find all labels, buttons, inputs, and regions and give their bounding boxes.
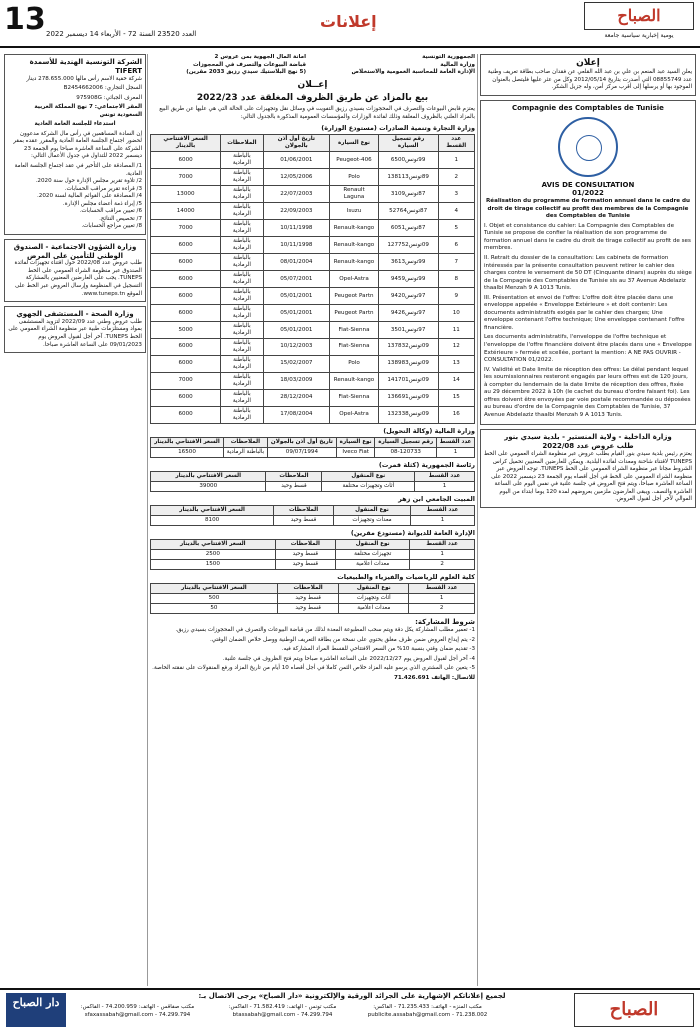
table-cell: 6000 — [151, 152, 221, 169]
column-header: عدد القسط — [411, 506, 475, 516]
issuer-line: وزارة المالية — [440, 61, 475, 68]
issue-line: العدد 23520 السنة 72 - الأربعاء 14 ديسمبر 2022 — [46, 30, 197, 38]
column-header: الملاحظات — [266, 472, 322, 482]
table-cell: معدات وتجهيزات — [333, 516, 410, 526]
table-cell: 87تونس52764 — [378, 203, 438, 220]
issuer-line: الجمهورية التونسية — [422, 54, 475, 60]
column-header: نوع المنقول — [339, 584, 409, 594]
avis-ref: 01/2022 — [572, 189, 604, 198]
table-row — [151, 169, 475, 186]
table-row — [151, 550, 475, 560]
table-cell: 14000 — [151, 203, 221, 220]
avis-section: Les documents administratifs, l'enveloppe de l'offre technique et l'enveloppe de l'offre financière doivent être placés dans une « Enveloppe Extérieure » fermée et scellée, portant la mention: A NE PAS OUVRIR - CONSULTATION 01/2022. — [484, 334, 692, 364]
table-cell: Polo — [330, 355, 379, 372]
agenda-item: 1/ المصادقة على التأخير في عقد اجتماع الجلسة العامة العادية. — [14, 162, 142, 177]
table-row — [151, 186, 475, 203]
column-header: السعر الافتتاحي بالدينار — [151, 540, 276, 550]
table-row — [151, 516, 475, 526]
agenda-item: 5/ إبراء ذمة أعضاء مجلس الإدارة. — [62, 200, 142, 207]
notice-title: وزارة الشؤون الاجتماعية - الصندوق الوطني للتأمين على المرض — [13, 242, 137, 260]
condition-item: 2- يتم إيداع العروض ضمن ظرف مغلق يحتوي على نسخة من بطاقة التعريف الوطنية ووصل خلاص الضمان الوقتي. — [209, 636, 475, 643]
table-cell: 9 — [438, 288, 474, 305]
page-header — [0, 0, 700, 48]
table-cell: 7000 — [151, 220, 221, 237]
notice-body: طلب عروض وطني عدد 2022/09 لتزويد المستشفى بمواد ومستلزمات طبية عبر منظومة الشراء العمومي على الخط TUNEPS. آخر أجل لقبول العروض يوم 09/01/2023 على الساعة العاشرة صباحا. — [8, 318, 142, 348]
table-cell: 18/03/2009 — [263, 372, 330, 389]
table-cell: 08/01/2004 — [263, 254, 330, 271]
section-title: إعلانات — [320, 12, 377, 31]
table-cell: 22/09/2003 — [263, 203, 330, 220]
table-cell: بالباطنة الرمادية — [221, 186, 263, 203]
logo-tagline: يومية إخبارية سياسية جامعة — [604, 32, 674, 39]
table-cell: 99تونس3613 — [378, 254, 438, 271]
table-cell: 6000 — [151, 288, 221, 305]
table-row — [151, 322, 475, 339]
table-cell: 09تونس136691 — [378, 389, 438, 406]
table-cell: قسط وحيد — [275, 550, 335, 560]
table-row — [151, 288, 475, 305]
table-cell: 09تونس137832 — [378, 338, 438, 355]
table-cell: 1 — [438, 152, 474, 169]
table-cell: Peugeot-406 — [330, 152, 379, 169]
table-title: رئاسة الجمهورية (كثلة قمرت) — [378, 460, 475, 469]
table-cell: معدات اعلامية — [339, 604, 409, 614]
column-header: الملاحظات — [274, 506, 334, 516]
table-row — [151, 355, 475, 372]
table-cell: بالباطنة الرمادية — [221, 220, 263, 237]
issuer-line: الإدارة العامة للمحاسبة العمومية والاستخلاص — [351, 69, 475, 76]
contact-line: للاتصال: الهاتف 71.426.691 — [393, 674, 475, 681]
notice-body: يعلن السيد عبد المنعم بن علي بن عبد الله القلعي عن فقدان صاحب بطاقة تعريف وطنية عدد 08855749 التي أصدرت بتاريخ 2012/05/14 وكل من عثر عليها فليتصل بالعنوان الموجود بها أو يرسلها إلى أقرب مركز أمن، وله جزيل الشكر. — [487, 69, 692, 91]
table-cell: Polo — [330, 169, 379, 186]
table-cell: بالباطنة الرمادية — [221, 288, 263, 305]
table-cell: 10/11/1998 — [263, 220, 330, 237]
column-header: نوع السيارة — [337, 437, 375, 447]
table-cell: 6000 — [151, 389, 221, 406]
table-cell: قسط وحيد — [275, 560, 335, 570]
table-cell: Peugeot Partn — [330, 305, 379, 322]
table-cell: 7000 — [151, 372, 221, 389]
office-line: قباضة البيوعات والتصرف في المحجوزات — [193, 61, 306, 68]
table-cell: 3 — [438, 186, 474, 203]
table-cell: بالباطنة الرمادية — [221, 271, 263, 288]
table-row — [151, 447, 475, 457]
agenda-item: 6/ تعيين مراقب الحسابات. — [79, 208, 142, 215]
dar-assabah-logo: دار الصباح — [6, 993, 66, 1027]
table-cell: 87تونس6051 — [378, 220, 438, 237]
notice-body: يعتزم رئيس بلدية سيدي بنور القيام بطلب عروض عبر منظومة الشراء العمومي على الخط TUNEPS لاقتناء شاحنة ومعدات لفائدة البلدية. ويمكن للعارضين المعنيين تحميل كراس الشروط مجانا عبر منظومة الشراء العمومي على الخط TUNEPS. توجه العروض عبر منظومة الشراء العمومي على الخط في أجل أقصاه يوم الجمعة 23 ديسمبر 2022 على الساعة العاشرة صباحا، ويتم فتح العروض في جلسة علنية في نفس اليوم على الساعة العاشرة والنصف. ويبقى العارضون ملزمين بعروضهم لمدة 120 يوما ابتداء من اليوم الموالي لآخر أجل لقبول العروض. — [484, 450, 692, 503]
column-header: السعر الافتتاحي بالدينار — [151, 506, 274, 516]
table-cell: قسط وحيد — [277, 604, 338, 614]
table-row — [151, 594, 475, 604]
vehicles-table — [150, 437, 475, 458]
table-cell: 15 — [438, 389, 474, 406]
table-cell: 6000 — [151, 271, 221, 288]
table-title: وزارة التجارة وتنمية الصادرات (مستودع الوزارة) — [321, 124, 475, 133]
table-cell: بالباطنة الرمادية — [221, 372, 263, 389]
page-footer — [0, 988, 700, 1029]
table-cell: 99تونس6500 — [378, 152, 438, 169]
table-cell: 14 — [438, 372, 474, 389]
table-cell: Opel-Astra — [330, 406, 379, 423]
table-cell: بالباطنة الرمادية — [221, 305, 263, 322]
column-header: السعر الافتتاحي بالدينار — [151, 135, 221, 152]
table-cell: 10/12/2003 — [263, 338, 330, 355]
table-cell: Isuzu — [330, 203, 379, 220]
auction-header — [150, 54, 475, 77]
condition-item: 1- تعمير مطلب المشاركة يكل دقة ويتم سحب المطبوعة المعدة لذلك من قباضة البيوعات والتصرف في المحجوزات بسيدي رزيق. — [175, 627, 475, 634]
table-cell: بالباطنة الرمادية — [221, 254, 263, 271]
column-header: عدد القسط — [437, 437, 475, 447]
table-cell: بالباطنة الرمادية — [221, 152, 263, 169]
column-header: نوع المنقول — [333, 506, 410, 516]
table-cell: بالباطنة الرمادية — [221, 169, 263, 186]
table-cell: 2 — [410, 560, 475, 570]
table-cell: 13 — [438, 355, 474, 372]
column-divider — [477, 54, 478, 986]
table-cell: 1 — [411, 516, 475, 526]
center-column — [150, 54, 475, 986]
table-cell: 99تونس9459 — [378, 271, 438, 288]
table-cell: 6000 — [151, 237, 221, 254]
table-cell: أثاث وتجهيزات — [339, 594, 409, 604]
table-cell: 39000 — [151, 482, 266, 492]
table-cell: بالباطنة الرمادية — [221, 338, 263, 355]
table-cell: 10 — [438, 305, 474, 322]
table-cell: 09تونس138983 — [378, 355, 438, 372]
table-cell: 16500 — [151, 447, 224, 457]
table-cell: 05/01/2001 — [263, 305, 330, 322]
table-title: كلية العلوم للرياضيات والفيزياء والطبيعيات — [337, 573, 475, 582]
auction-headline: بيع بالمزاد عن طريق الظروف المغلقة عدد 2022/23 — [196, 92, 429, 103]
table-cell: 12/05/2006 — [263, 169, 330, 186]
avis-object: Réalisation du programme de formation annuel dans le cadre du droit de tirage collectif au profit des membres de la Compagnie des Comptables de Tunisie — [485, 198, 691, 220]
table-row — [151, 254, 475, 271]
avis-section: IV. Validité et Date limite de réception des offres: Le délai pendant lequel les soumissionnaires resteront engagés par leurs offres est de 120 jours, à compter du lendemain de la date limite de réception des offres, fixée au 29 décembre 2022 à 10h (le cachet du bureau d'ordre faisant foi). Les offres doivent être envoyées par voie postale recommandée ou déposées au bureau d'ordre de la Compagnie des Comptables de Tunisie, 37 Avenue Abdelaziz thaalbi Menzah 9 A 1013 Tunis. — [484, 366, 691, 418]
table-cell: بالباطنة الرمادية — [221, 322, 263, 339]
right-column — [480, 54, 696, 986]
table-cell: Renault-kango — [330, 237, 379, 254]
table-cell: 09تونس132338 — [378, 406, 438, 423]
notice-line: السجل التجاري: B2454662006 — [63, 85, 142, 92]
column-header: نوع المنقول — [336, 540, 410, 550]
table-cell: 97تونس9420 — [378, 288, 438, 305]
table-cell: 05/07/2001 — [263, 271, 330, 288]
table-row — [151, 604, 475, 614]
column-header: تاريخ أول أذن بالجولان — [267, 437, 336, 447]
column-header: الملاحظات — [277, 584, 338, 594]
table-cell: 15/02/2007 — [263, 355, 330, 372]
table-cell: قسط وحيد — [277, 594, 338, 604]
table-cell: 13000 — [151, 186, 221, 203]
column-header: عدد القسط — [410, 540, 475, 550]
table-cell: 6000 — [151, 338, 221, 355]
column-header: تاريخ أول أذن بالجولان — [263, 135, 330, 152]
table-cell: 50 — [151, 604, 278, 614]
table-row — [151, 271, 475, 288]
table-cell: قسط وحيد — [266, 482, 322, 492]
column-header: عدد القسط — [409, 584, 475, 594]
table-cell: 1500 — [151, 560, 276, 570]
agenda-item: 4/ المصادقة على القوائم المالية لسنة 2020. — [37, 193, 142, 200]
office-line: (5 نهج البلاستيك سيدي رزيق 2033 مقرين) — [186, 69, 306, 76]
notice-subtitle: استدعاء للجلسة العامة العادية — [34, 121, 116, 128]
column-header: الملاحظات — [224, 437, 268, 447]
conditions-title: شروط المشاركة: — [415, 618, 475, 627]
table-row — [151, 338, 475, 355]
table-cell: Opel-Astra — [330, 271, 379, 288]
announcement-word: إعــلان — [297, 79, 328, 90]
table-row — [151, 482, 475, 492]
lots-table — [150, 539, 475, 570]
agenda-item: 7/ تخصيص النتائج. — [99, 215, 142, 222]
table-cell: 6000 — [151, 406, 221, 423]
table-row — [151, 406, 475, 423]
table-cell: 05/01/2001 — [263, 322, 330, 339]
table-row — [151, 203, 475, 220]
table-cell: 01/06/2001 — [263, 152, 330, 169]
table-cell: 500 — [151, 594, 278, 604]
column-header: نوع المنقول — [322, 472, 415, 482]
table-cell: 6 — [438, 237, 474, 254]
municipality-tender — [480, 429, 696, 507]
office-contact: مكتب صفاقس - الهاتف: 74.200.959 - الفاكس: 74.299.794 - sfaxassabah@gmail.com — [80, 1004, 195, 1018]
condition-item: 4- آخر أجل لقبول العروض يوم 2022/12/27 على الساعة العاشرة صباحا ويتم فتح الظروف في جلسة علنية. — [222, 655, 475, 662]
avis-section: I. Objet et consistance du cahier: La Compagnie des Comptables de Tunisie se propose de confier la réalisation de son programme de formation annuel dans le cadre du droit de tirage collectif au profit de ses membres. — [484, 222, 691, 252]
table-cell: 28/12/2004 — [263, 389, 330, 406]
table-cell: 11 — [438, 322, 474, 339]
company-seal-icon — [558, 117, 618, 177]
table-cell: Peugeot Partn — [330, 288, 379, 305]
column-divider — [147, 54, 148, 986]
office-contact: مكتب تونس - الهاتف: 71.582.419 - الفاكس: 74.299.794 - btassabah@gmail.com — [228, 1004, 337, 1018]
table-cell: 4 — [438, 203, 474, 220]
table-cell: Fiat-Sienna — [330, 338, 379, 355]
page-number: 13 — [4, 2, 46, 37]
table-cell: 09/07/1994 — [267, 447, 336, 457]
notice-line: المقر الاجتماعي: 7 نهج المملكة العربية السعودية تونس — [34, 104, 142, 118]
notice-line: شركة خفية الاسم رأس مالها 278.655.000 دينار — [26, 75, 142, 82]
table-cell: Renault-kango — [330, 220, 379, 237]
agenda-item: 8/ تعيين مراجع الحسابات. — [81, 223, 142, 230]
table-cell: بالباطنة الرمادية — [221, 203, 263, 220]
office-line: أمانة المال الجهوية بمن عروس 2 — [214, 54, 306, 60]
condition-item: 5- يتعين على المشتري الذي يرسو عليه المزاد خلاص الثمن كاملا في أجل أقصاه 10 أيام من تاريخ المزاد ورفع المنقولات على نفقته الخاصة. — [152, 665, 475, 672]
notice-body: طلب عروض عدد 2022/08 حول اقتناء تجهيزات لفائدة الصندوق عبر منظومة الشراء العمومي على الخط TUNEPS. يجب على العارضين المعنيين بالمشاركة التسجيل في المنظومة وإرسال العروض عبر الخط على الموقع www.tuneps.tn. — [14, 260, 142, 297]
column-header: نوع السيارة — [330, 135, 379, 152]
column-header: الملاحظات — [221, 135, 263, 152]
notice-title: إعلان — [576, 58, 600, 68]
table-cell: 8100 — [151, 516, 274, 526]
notice-title: الشركة التونسية الهندية للأسمدة TIFERT — [29, 58, 142, 75]
table-cell: 7000 — [151, 169, 221, 186]
table-cell: 1 — [410, 550, 475, 560]
table-cell: أثاث وتجهيزات مختلفة — [322, 482, 415, 492]
table-cell: 12 — [438, 338, 474, 355]
table-cell: 09تونس127752 — [378, 237, 438, 254]
notice-line: المعرف الجبائي: 975908G — [76, 94, 142, 101]
office-block — [150, 54, 306, 77]
column-header: السعر الافتتاحي بالدينار — [151, 472, 266, 482]
auction-intro: يعتزم قابض البيوعات والتصرف في المحجوزات بسيدي رزيق التفويت في وسائل نقل وتجهيزات على الحالة التي هي عليها عن طريق البيع بالمزاد العلني بالظروف المغلقة وذلك لفائدة الوزارات والمؤسسات العمومية المذكورة بالجدول التالي: — [159, 106, 475, 120]
table-cell: 17/08/2004 — [263, 406, 330, 423]
table-row — [151, 152, 475, 169]
table-cell: 5 — [438, 220, 474, 237]
table-cell: 10/11/1998 — [263, 237, 330, 254]
table-cell: 7 — [438, 254, 474, 271]
table-cell: Fiat-Sienna — [330, 389, 379, 406]
footer-logo: الصباح — [574, 993, 694, 1027]
column-header: الملاحظات — [275, 540, 335, 550]
table-cell: 2 — [409, 604, 475, 614]
table-cell: قسط وحيد — [274, 516, 334, 526]
table-cell: 2500 — [151, 550, 276, 560]
office-contact: مكتب المنزه - الهاتف: 71.235.433 - الفاكس: 71.238.002 - publicite.assabah@gmail.com — [367, 1004, 488, 1018]
column-header: رقم تسجيل السيارة — [375, 437, 437, 447]
tender-notice — [4, 239, 146, 302]
table-cell: 89تونس138113 — [378, 169, 438, 186]
vehicles-table — [150, 134, 475, 423]
table-cell: 22/07/2003 — [263, 186, 330, 203]
table-cell: 97تونس3501 — [378, 322, 438, 339]
table-cell: 87تونس3109 — [378, 186, 438, 203]
table-row — [151, 305, 475, 322]
notice-body: إن السادة المساهمين في رأس مال الشركة مدعوون لحضور اجتماع الجلسة العامة العادية والمقرر عقده بمقر الشركة على الساعة العاشرة صباحا يوم الجمعة 23 ديسمبر 2022 للتداول في جدول الأعمال التالي: — [13, 130, 142, 160]
company-name: Compagnie des Comptables de Tunisie — [512, 103, 664, 112]
table-cell: بالباطنة الرمادية — [224, 447, 268, 457]
column-header: رقم تسجيل السيارة — [378, 135, 438, 152]
column-header: السعر الافتتاحي بالدينار — [151, 437, 224, 447]
notice-title: وزارة الصحة - المستشفى الجهوي — [16, 310, 134, 319]
agenda-item: 2/ تلاوة تقرير مجلس الإدارة حول سنة 2020. — [35, 178, 142, 185]
condition-item: 3- تقديم ضمان وقتي بنسبة 10% من السعر الافتتاحي للقسط المراد المشاركة فيه. — [281, 646, 475, 653]
table-cell: 8 — [438, 271, 474, 288]
table-cell: 6000 — [151, 305, 221, 322]
column-header: عدد القسط — [415, 472, 475, 482]
table-title: المبيت الجامعي ابن زهر — [398, 495, 475, 504]
table-cell: Fiat-Sienna — [330, 322, 379, 339]
lots-table — [150, 505, 475, 526]
table-row — [151, 372, 475, 389]
table-cell: Renault-kango — [330, 254, 379, 271]
table-cell: 1 — [437, 447, 475, 457]
lost-id-notice — [480, 54, 696, 96]
table-cell: معدات اعلامية — [336, 560, 410, 570]
table-row — [151, 220, 475, 237]
table-cell: 97تونس9426 — [378, 305, 438, 322]
footer-headline: لجميع إعلاناتكم الإشهارية على الجرائد الورقية والإلكترونية «دار الصباح» يرجى الاتصال بـ: — [198, 992, 506, 1000]
table-row — [151, 389, 475, 406]
table-row — [151, 560, 475, 570]
left-column — [4, 54, 146, 986]
table-cell: Renault Laguna — [330, 186, 379, 203]
agenda-item: 3/ قراءة تقرير مراقب الحسابات. — [64, 185, 142, 192]
table-cell: 09تونس141701 — [378, 372, 438, 389]
table-cell: Renault-kango — [330, 372, 379, 389]
tender-notice — [4, 306, 146, 353]
consultation-notice — [480, 100, 696, 426]
table-cell: 6000 — [151, 254, 221, 271]
table-cell: Iveco Fiat — [337, 447, 375, 457]
column-header: عدد القسط — [438, 135, 474, 152]
table-cell: 1 — [415, 482, 475, 492]
table-cell: 05/01/2001 — [263, 288, 330, 305]
table-cell: 2 — [438, 169, 474, 186]
newspaper-logo: الصباح — [584, 2, 694, 30]
notice-title: وزارة الداخلية - ولاية المنستير - بلدية سيدي بنور — [504, 433, 672, 442]
table-cell: تجهيزات مختلفة — [336, 550, 410, 560]
issuer-block — [319, 54, 475, 77]
table-cell: بالباطنة الرمادية — [221, 355, 263, 372]
table-title: الإدارة العامة للديوانة (مستودع مقرين) — [350, 529, 475, 538]
avis-section: II. Retrait du dossier de la consultation: Les cabinets de formation intéressés par la présente consultation peuvent retirer le cahier des charges contre le versement de 50 DT (Cinquante dinars) auprès du siège de la Compagnie des Comptables de Tunisie sis au 37 Avenue Abdelaziz thaalbi Menzah 9 A 1013 Tunis. — [484, 254, 692, 292]
table-cell: بالباطنة الرمادية — [221, 237, 263, 254]
table-row — [151, 237, 475, 254]
tifert-notice — [4, 54, 146, 235]
notice-subtitle: طلب عروض عدد 2022/08 — [542, 442, 634, 451]
table-title: وزارة المالية (وكالة التحويل) — [383, 426, 475, 435]
lots-table — [150, 583, 475, 614]
table-cell: 08-120733 — [375, 447, 437, 457]
table-cell: 16 — [438, 406, 474, 423]
avis-title: AVIS DE CONSULTATION — [541, 180, 635, 189]
table-cell: 1 — [409, 594, 475, 604]
avis-section: III. Présentation et envoi de l'offre: L'offre doit être placée dans une enveloppe appelée « Enveloppe Extérieure » et doit contenir: Les documents administratifs exigés par le cahier des charges; Une enveloppe contenant l'offre technique; Une enveloppe contenant l'offre financière. — [484, 294, 685, 331]
column-header: السعر الافتتاحي بالدينار — [151, 584, 278, 594]
table-cell: 5000 — [151, 322, 221, 339]
lots-table — [150, 471, 475, 492]
table-cell: بالباطنة الرمادية — [221, 406, 263, 423]
table-cell: بالباطنة الرمادية — [221, 389, 263, 406]
table-cell: 6000 — [151, 355, 221, 372]
